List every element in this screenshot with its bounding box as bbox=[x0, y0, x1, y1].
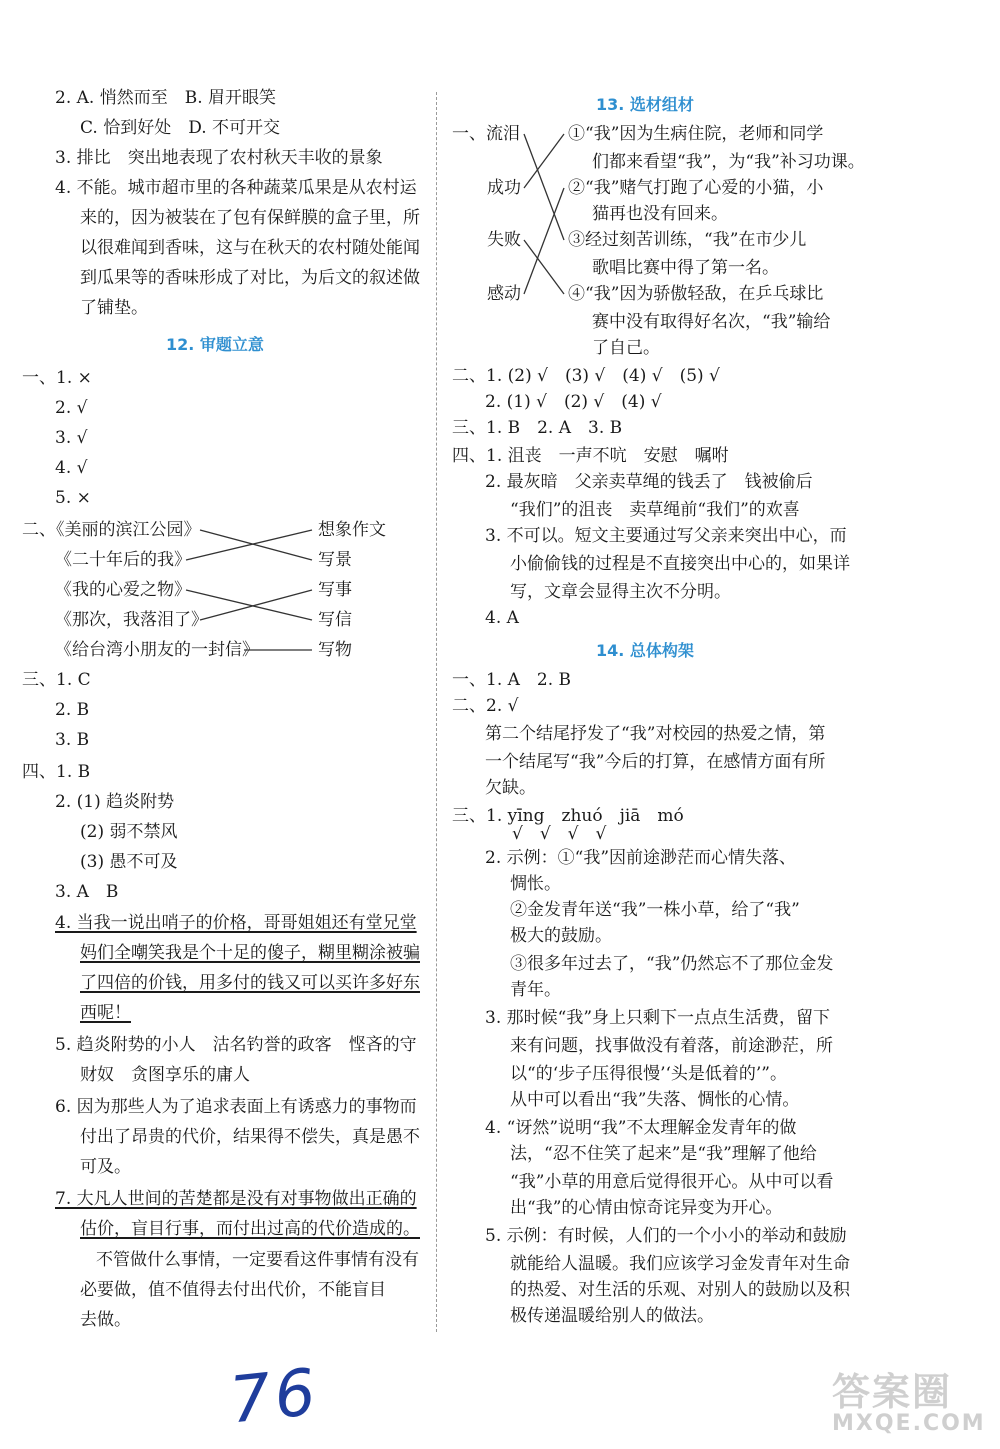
answer-line: (3) 愚不可及 bbox=[80, 852, 178, 872]
answer-line: 写物 bbox=[318, 640, 352, 660]
match-line bbox=[524, 134, 564, 188]
answer-line: 《我的心爱之物》 bbox=[55, 580, 191, 600]
answer-line: 4. 不能。城市超市里的各种蔬菜瓜果是从农村运 bbox=[55, 178, 417, 198]
answer-line: 以很难闻到香味，这与在秋天的农村随处能闻 bbox=[80, 238, 420, 258]
answer-line: 一、1. × bbox=[22, 368, 92, 388]
answer-line: 《那次，我落泪了》 bbox=[55, 610, 208, 630]
answer-line: 3. 那时候“我”身上只剩下一点点生活费，留下 bbox=[485, 1008, 831, 1028]
section-heading: 12. 审题立意 bbox=[166, 335, 264, 354]
match-line bbox=[524, 188, 564, 294]
answer-line: 二、2. √ bbox=[452, 696, 519, 716]
answer-line: 三、1. B 2. A 3. B bbox=[452, 418, 623, 438]
answer-line: 一个结尾写“我”今后的打算，在感情方面有所 bbox=[485, 752, 826, 772]
answer-line: 来的，因为被装在了包有保鲜膜的盒子里，所 bbox=[80, 208, 420, 228]
answer-line: 一、1. A 2. B bbox=[452, 670, 572, 690]
answer-line: 们都来看望“我”，为“我”补习功课。 bbox=[592, 152, 865, 172]
answer-line: 3. 不可以。短文主要通过写父亲来突出中心，而 bbox=[485, 526, 847, 546]
answer-line: 欠缺。 bbox=[485, 778, 536, 798]
answer-line: 3. √ bbox=[55, 428, 88, 448]
answer-line: 7. 大凡人世间的苦楚都是没有对事物做出正确的 bbox=[55, 1189, 417, 1209]
answer-line: 三、1. C bbox=[22, 670, 91, 690]
answer-line: 4. √ bbox=[55, 458, 88, 478]
answer-line: 四、1. 沮丧 一声不吭 安慰 嘱咐 bbox=[452, 446, 729, 466]
answer-line: 2. A. 悄然而至 B. 眉开眼笑 bbox=[55, 88, 277, 108]
answer-line: 的热爱、对生活的乐观、对别人的鼓励以及积 bbox=[510, 1280, 850, 1300]
answer-line: 青年。 bbox=[510, 980, 561, 1000]
answer-line: 不管做什么事情，一定要看这件事情有没有 bbox=[96, 1250, 419, 1270]
answer-line: 第二个结尾抒发了“我”对校园的热爱之情，第 bbox=[485, 724, 826, 744]
answer-line: 5. 趋炎附势的小人 沽名钓誉的政客 悭吝的守 bbox=[55, 1035, 417, 1055]
answer-line: 3. A B bbox=[55, 882, 119, 902]
answer-line: 4. A bbox=[485, 608, 519, 628]
answer-line: 2. (1) 趋炎附势 bbox=[55, 792, 175, 812]
answer-line: 二、《美丽的滨江公园》 bbox=[22, 520, 201, 540]
answer-line: 2. B bbox=[55, 700, 90, 720]
answer-line: 写景 bbox=[318, 550, 352, 570]
answer-line: 四、1. B bbox=[22, 762, 91, 782]
answer-line: 可及。 bbox=[80, 1157, 131, 1177]
answer-line: 西呢！ bbox=[80, 1003, 131, 1023]
answer-line: 赛中没有取得好名次，“我”输给 bbox=[592, 312, 831, 332]
answer-line: 写，文章会显得主次不分明。 bbox=[510, 582, 731, 602]
answer-line: 从中可以看出“我”失落、惆怅的心情。 bbox=[510, 1090, 800, 1110]
answer-line: 妈们全嘲笑我是个十足的傻子，糊里糊涂被骗 bbox=[80, 943, 420, 963]
watermark-logo bbox=[832, 1372, 986, 1436]
answer-line: ④“我”因为骄傲轻敌，在乒乓球比 bbox=[568, 284, 824, 304]
answer-line: (2) 弱不禁风 bbox=[80, 822, 178, 842]
answer-line: 5. 示例：有时候，人们的一个小小的举动和鼓励 bbox=[485, 1226, 847, 1246]
answer-line: ③经过刻苦训练，“我”在市少儿 bbox=[568, 230, 807, 250]
answer-line: 估价，盲目行事，而付出过高的代价造成的。 bbox=[80, 1219, 420, 1239]
answer-line: 付出了昂贵的代价，结果得不偿失，真是愚不 bbox=[80, 1127, 420, 1147]
answer-line: 写信 bbox=[318, 610, 352, 630]
answer-line: 感动 bbox=[487, 284, 521, 304]
answer-line: ②金发青年送“我”一株小草，给了“我” bbox=[510, 900, 800, 920]
answer-line: 2. √ bbox=[55, 398, 88, 418]
answer-line: 惆怅。 bbox=[510, 874, 561, 894]
answer-line: 了自己。 bbox=[592, 338, 660, 358]
answer-line: 小偷偷钱的过程是不直接突出中心的，如果详 bbox=[510, 554, 850, 574]
answer-line: 三、1. yīng zhuó jiā mó bbox=[452, 806, 684, 826]
match-line bbox=[524, 240, 564, 294]
answer-line: 了四倍的价钱，用多付的钱又可以买许多好东 bbox=[80, 973, 420, 993]
answer-line: C. 恰到好处 D. 不可开交 bbox=[80, 118, 281, 138]
answer-line: 4. “讶然”说明“我”不太理解金发青年的做 bbox=[485, 1118, 797, 1138]
answer-line: 《给台湾小朋友的一封信》 bbox=[55, 640, 259, 660]
answer-line: 失败 bbox=[487, 230, 521, 250]
answer-line: 极大的鼓励。 bbox=[510, 926, 612, 946]
answer-line: “我们”的沮丧 卖草绳前“我们”的欢喜 bbox=[510, 500, 800, 520]
answer-line: 二、1. (2) √ (3) √ (4) √ (5) √ bbox=[452, 366, 720, 386]
answer-line: 了铺垫。 bbox=[80, 298, 148, 318]
answer-line: 一、流泪 bbox=[452, 124, 520, 144]
answer-line: 歌唱比赛中得了第一名。 bbox=[592, 258, 779, 278]
answer-line: 4. 当我一说出哨子的价格，哥哥姐姐还有堂兄堂 bbox=[55, 913, 417, 933]
answer-line: 2. 示例：①“我”因前途渺茫而心情失落、 bbox=[485, 848, 797, 868]
answer-line: 猫再也没有回来。 bbox=[592, 204, 728, 224]
answer-line: 极传递温暖给别人的做法。 bbox=[510, 1306, 714, 1326]
answer-line: 想象作文 bbox=[318, 520, 386, 540]
section-heading: 14. 总体构架 bbox=[596, 641, 694, 660]
answer-line: ①“我”因为生病住院，老师和同学 bbox=[568, 124, 824, 144]
answer-line: ②“我”赌气打跑了心爱的小猫，小 bbox=[568, 178, 824, 198]
section-heading: 13. 选材组材 bbox=[596, 95, 694, 114]
answer-line: 成功 bbox=[487, 178, 521, 198]
answer-line: 出“我”的心情由惊奇诧异变为开心。 bbox=[510, 1198, 783, 1218]
watermark-url: MXQE.COM bbox=[832, 1411, 986, 1436]
answer-line: 6. 因为那些人为了追求表面上有诱惑力的事物而 bbox=[55, 1097, 417, 1117]
answer-line: ③很多年过去了，“我”仍然忘不了那位金发 bbox=[510, 954, 834, 974]
answer-line: 法，“忍不住笑了起来”是“我”理解了他给 bbox=[510, 1144, 817, 1164]
answer-line: 《二十年后的我》 bbox=[55, 550, 191, 570]
answer-line: 来有问题，找事做没有着落，前途渺茫，所 bbox=[510, 1036, 833, 1056]
answer-line: 到瓜果等的香味形成了对比，为后文的叙述做 bbox=[80, 268, 420, 288]
answer-line: 财奴 贪图享乐的庸人 bbox=[80, 1065, 250, 1085]
handwritten-page-number: 76 bbox=[226, 1355, 324, 1439]
answer-line: √ √ √ √ bbox=[512, 824, 607, 844]
answer-line: 去做。 bbox=[80, 1310, 131, 1330]
match-line bbox=[524, 134, 564, 240]
answer-line: 必要做，值不值得去付出代价，不能盲目 bbox=[80, 1280, 386, 1300]
answer-line: 2. (1) √ (2) √ (4) √ bbox=[485, 392, 662, 412]
watermark-title: 答案圈 bbox=[832, 1370, 953, 1414]
answer-line: 2. 最灰暗 父亲卖草绳的钱丢了 钱被偷后 bbox=[485, 472, 813, 492]
answer-line: 3. B bbox=[55, 730, 90, 750]
answer-line: 就能给人温暖。我们应该学习金发青年对生命 bbox=[510, 1254, 850, 1274]
answer-line: 以“的‘步子压得很慢’‘头是低着的’”。 bbox=[510, 1064, 787, 1084]
answer-line: “我”小草的用意后觉得很开心。从中可以看 bbox=[510, 1172, 834, 1192]
answer-line: 5. × bbox=[55, 488, 91, 508]
answer-line: 写事 bbox=[318, 580, 352, 600]
answer-line: 3. 排比 突出地表现了农村秋天丰收的景象 bbox=[55, 148, 383, 168]
